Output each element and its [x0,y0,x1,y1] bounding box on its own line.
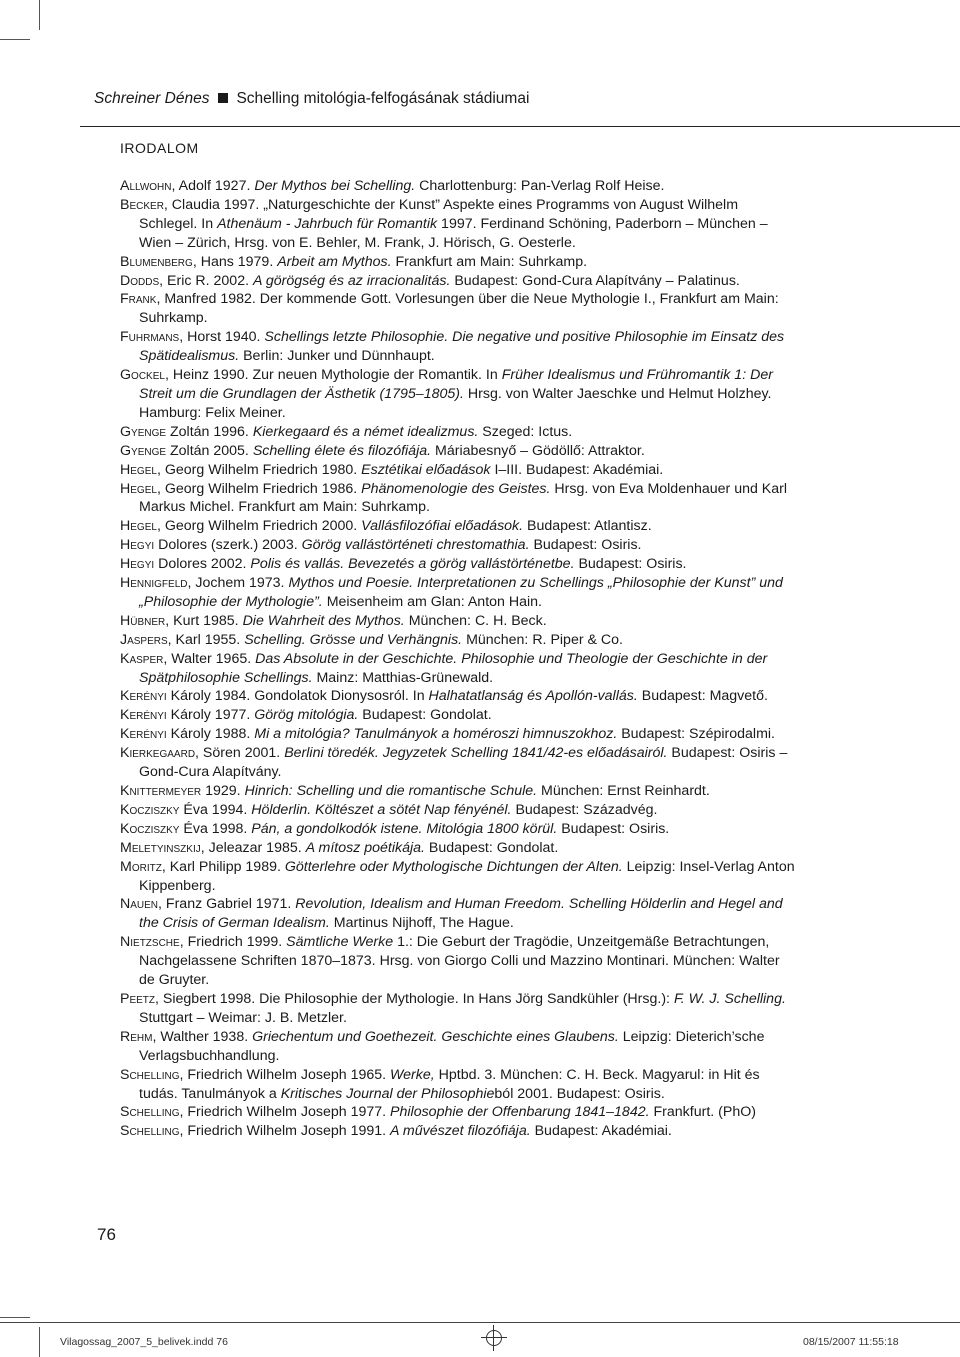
bibliography-entry [120,555,795,574]
entry-text: , Karl 1955. [167,631,245,648]
entry-text: Frankfurt. (PhO) [649,1104,756,1121]
entry-title: Halhatatlanság és Apollón-vallás. [428,688,638,705]
entry-text: Dolores 2002. [154,556,251,573]
entry-title: Götterlehre oder Mythologische Dichtungen der Alten. [284,858,623,875]
entry-text: , Walther 1938. [152,1028,253,1045]
entry-text: Budapest: Osiris. [574,556,687,573]
bibliography-entry [120,706,795,725]
entry-text: Zoltán 2005. [166,442,253,459]
bibliography-entry [120,461,795,480]
entry-text: Mainz: Matthias-Grünewald. [312,669,494,686]
entry-title: Hinrich: Schelling und die romantische Schule. [244,783,538,799]
bibliography-entry [120,290,795,328]
entry-author-surname: Hegyi [120,537,155,554]
bibliography-entry [120,631,795,650]
entry-author-surname: Dodds [120,272,160,289]
bibliography-entry [120,895,795,933]
registration-mark-icon [486,1330,502,1346]
entry-text: Károly 1984. Gondolatok Dionysosról. In [166,688,429,705]
entry-text: Charlottenburg: Pan-Verlag Rolf Heise. [415,178,665,194]
entry-author-surname: Kocziszky [120,801,180,818]
entry-text: Frankfurt am Main: Suhrkamp. [391,253,588,270]
bibliography-entry [120,328,795,366]
entry-text: , Horst 1940. [179,329,265,346]
entry-title: Werke, [390,1066,435,1083]
bibliography-entry [120,1066,795,1104]
entry-author-surname: Blumenberg [120,253,193,270]
crop-mark [39,1327,40,1357]
entry-text: , Friedrich Wilhelm Joseph 1991. [179,1123,391,1140]
bibliography-entry [120,933,795,990]
bibliography-entry [120,366,795,423]
entry-author-surname: Schelling [120,1123,180,1140]
entry-author-surname: Hegyi [120,556,155,573]
entry-author-surname: Frank [120,291,157,308]
entry-text: , Georg Wilhelm Friedrich 1986. [156,480,362,497]
entry-author-surname: Allwohn [120,178,172,194]
entry-text: , Georg Wilhelm Friedrich 1980. [156,461,362,478]
entry-text: , Friedrich Wilhelm Joseph 1977. [179,1104,391,1121]
entry-text: , Walter 1965. [163,650,256,667]
entry-author-surname: Kerényi [120,707,167,724]
entry-title: Esztétikai előadások [361,461,491,478]
bibliography-list [120,177,795,1141]
entry-text: Hrsg. von Eva Moldenhauer und Karl Markus Michel. Frankfurt am Main: Suhrkamp. [139,480,788,516]
entry-text: , Franz Gabriel 1971. [158,896,296,913]
entry-text: , Sören 2001. [195,745,285,762]
bibliography-entry [120,990,795,1028]
entry-text: Szeged: Ictus. [478,423,573,440]
entry-text: Éva 1994. [179,801,252,818]
entry-text: Károly 1977. [166,707,255,724]
entry-text: München: R. Piper & Co. [462,631,623,648]
entry-title: Sämtliche Werke [286,934,394,951]
entry-title: Revolution, Idealism and Human Freedom. Schelling Hölderlin and Hegel and the Crisis of German Idealism. [139,896,783,932]
entry-text: Budapest: Atlantisz. [523,518,652,535]
entry-text: ból 2001. Budapest: Osiris. [494,1085,665,1102]
entry-text: , Claudia 1997. „Naturgeschichte der Kunst” Aspekte eines Programms von August Wilhelm Schlegel. In [139,196,739,232]
entry-text: Budapest: Osiris. [557,820,670,837]
entry-text: , Jeleazar 1985. [200,839,306,856]
bibliography-entry [120,480,795,518]
entry-text: München: Ernst Reinhardt. [537,783,710,799]
entry-text: Zoltán 1996. [166,423,253,440]
entry-author-surname: Schelling [120,1104,180,1121]
entry-author-surname: Kerényi [120,726,167,743]
entry-title: Hölderlin. Költészet a sötét Nap fényénél. [251,801,512,818]
entry-text: Budapest: Magvető. [637,688,768,705]
entry-text: 1997. Ferdinand Schöning, Paderborn – München – Wien – Zürich, Hrsg. von E. Behler, M. Frank, J. Hörisch, G. Oesterle. [139,215,768,251]
entry-text: 1929. [201,783,245,799]
entry-title: F. W. J. Schelling. [673,990,786,1007]
entry-text: Stuttgart – Weimar: J. B. Metzler. [139,1009,347,1026]
bibliography-entry [120,1122,795,1141]
entry-text: , Jochem 1973. [187,575,289,592]
entry-author-surname: Hegel [120,461,157,478]
entry-author-surname: Hennigfeld [120,575,188,592]
bibliography-entry [120,1028,795,1066]
bibliography-entry [120,536,795,555]
entry-text: Budapest: Századvég. [511,801,658,818]
entry-author-surname: Moritz [120,858,162,875]
footer-rule [0,1322,960,1323]
entry-text: Berlin: Junker und Dünnhaupt. [239,348,435,365]
entry-title: Griechentum und Goethezeit. Geschichte eines Glaubens. [252,1028,619,1045]
entry-title: A mítosz poétikája. [305,839,425,856]
page-number: 76 [97,1225,116,1244]
crop-mark [39,0,40,30]
bibliography-entry [120,1103,795,1122]
bibliography-entry [120,820,795,839]
entry-text: , Hans 1979. [192,253,278,270]
entry-text: Éva 1998. [179,820,252,837]
bibliography-entry [120,612,795,631]
entry-text: , Eric R. 2002. [159,272,253,289]
entry-text: Budapest: Gondolat. [358,707,492,724]
entry-text: , Karl Philipp 1989. [161,858,285,875]
entry-text: , Friedrich 1999. [179,934,287,951]
entry-text: Leipzig: Dieterich’sche Verlagsbuchhandlung. [139,1028,765,1064]
running-head-author: Schreiner Dénes [94,90,210,107]
entry-text: , Siegbert 1998. Die Philosophie der Mythologie. In Hans Jörg Sandkühler (Hrsg.): [155,990,674,1007]
entry-author-surname: Fuhrmans [120,329,180,346]
entry-text: Budapest: Szépirodalmi. [617,726,775,743]
entry-title: Schellings letzte Philosophie. Die negative und positive Philosophie im Einsatz des Spätidealismus. [139,329,785,365]
entry-text: , Heinz 1990. Zur neuen Mythologie der Romantik. In [164,367,502,384]
entry-text: , Adolf 1927. [171,178,255,194]
entry-title: A művészet filozófiája. [390,1123,531,1140]
entry-title: Schelling élete és filozófiája. [252,442,432,459]
entry-text: Dolores (szerk.) 2003. [154,537,302,554]
entry-author-surname: Jaspers [120,631,168,648]
crop-mark [0,1317,30,1318]
entry-title: Phänomenologie des Geistes. [361,480,551,497]
bibliography-entry [120,272,795,291]
entry-author-surname: Hegel [120,480,157,497]
bibliography-entry [120,858,795,896]
bibliography-entry [120,196,795,253]
bibliography-entry [120,839,795,858]
entry-title: Der Mythos bei Schelling. [254,178,416,194]
bibliography-entry [120,782,795,801]
entry-text: Budapest: Gondolat. [424,839,559,856]
entry-title: Görög vallástörténeti chrestomathia. [301,537,530,554]
entry-author-surname: Kerényi [120,688,167,705]
entry-text: , Manfred 1982. Der kommende Gott. Vorlesungen über die Neue Mythologie I., Frankfurt am Main: Suhrkamp. [139,291,779,327]
entry-text: 1.: Die Geburt der Tragödie, Unzeitgemäße Betrachtungen, Nachgelassene Schriften 1870–1873. Hrsg. von Giorgo Colli und Mazzino Montinari. München: Walter de Gruyter. [139,934,780,989]
entry-title: Berlini töredék. Jegyzetek Schelling 1841/42-es előadásairól. [284,745,668,762]
entry-text: I–III. Budapest: Akadémiai. [490,461,664,478]
entry-text: Budapest: Gond-Cura Alapítvány – Palatinus. [450,272,740,289]
entry-author-surname: Hübner [120,612,166,629]
running-head-title: Schelling mitológia-felfogásának stádiumai [236,90,530,107]
entry-text: Leipzig: Insel-Verlag Anton Kippenberg. [139,858,795,894]
bibliography-entry [120,177,795,196]
entry-title: Pán, a gondolkodók istene. Mitológia 1800 körül. [251,820,558,837]
entry-text: Hrsg. von Walter Jaeschke und Helmut Holzhey. Hamburg: Felix Meiner. [139,385,772,421]
entry-author-surname: Schelling [120,1066,180,1083]
entry-title: Schelling. Grösse und Verhängnis. [244,631,463,648]
entry-text: Budapest: Osiris. [529,537,642,554]
entry-title: A görögség és az irracionalitás. [252,272,451,289]
entry-author-surname: Nauen [120,896,159,913]
bibliography-entry [120,574,795,612]
entry-author-surname: Kocziszky [120,820,180,837]
entry-author-surname: Becker [120,196,164,213]
entry-title: Polis és vallás. Bevezetés a görög vallástörténetbe. [250,556,575,573]
bibliography-entry [120,423,795,442]
entry-author-surname: Meletyinszkij [120,839,201,856]
entry-text: Martinus Nijhoff, The Hague. [329,915,514,932]
bibliography-entry [120,650,795,688]
entry-author-surname: Rehm [120,1028,153,1045]
entry-text: Budapest: Osiris – Gond-Cura Alapítvány. [139,745,788,781]
entry-title: Früher Idealismus und Frühromantik 1: Der Streit um die Grundlagen der Ästhetik (1795–1805). [139,367,773,402]
footer-filename: Vilagossag_2007_5_belivek.indd 76 [60,1336,228,1348]
entry-author-surname: Peetz [120,990,156,1007]
entry-text: Budapest: Akadémiai. [530,1123,672,1140]
entry-author-surname: Nietzsche [120,934,180,951]
bibliography-entry [120,801,795,820]
entry-title: Kierkegaard és a német idealizmus. [252,423,479,440]
running-head [94,90,529,108]
bibliography-entry [120,442,795,461]
entry-text: Károly 1988. [166,726,255,743]
bibliography-entry [120,253,795,272]
entry-author-surname: Gockel [120,367,165,384]
entry-title: Arbeit am Mythos. [277,253,392,270]
entry-text: Meisenheim am Glan: Anton Hain. [322,593,542,610]
entry-title: Das Absolute in der Geschichte. Philosophie und Theologie der Geschichte in der Spätphilosophie Schellings. [139,650,768,686]
entry-title: Görög mitológia. [254,707,359,724]
entry-title: Mi a mitológia? Tanulmányok a homéroszi himnuszokhoz. [254,726,618,743]
entry-title: Die Wahrheit des Mythos. [242,612,405,629]
section-title: IRODALOM [120,140,199,156]
footer-timestamp: 08/15/2007 11:55:18 [803,1336,899,1348]
entry-text: München: C. H. Beck. [404,612,547,629]
entry-text: Hptbd. 3. München: C. H. Beck. Magyarul: in Hit és tudás. Tanulmányok a [139,1066,760,1102]
entry-title: Athenäum - Jahrbuch für Romantik [217,215,438,232]
entry-title: Kritisches Journal der Philosophie [280,1085,495,1102]
bibliography-entry [120,517,795,536]
entry-author-surname: Kierkegaard [120,745,196,762]
square-bullet-icon [218,93,228,103]
entry-author-surname: Gyenge [120,423,167,440]
entry-text: , Kurt 1985. [165,612,243,629]
entry-author-surname: Knittermeyer [120,783,202,799]
entry-title: Philosophie der Offenbarung 1841–1842. [390,1104,650,1121]
entry-title: Vallásfilozófiai előadások. [361,518,524,535]
entry-author-surname: Hegel [120,518,157,535]
entry-author-surname: Gyenge [120,442,167,459]
bibliography-entry [120,687,795,706]
bibliography-entry [120,725,795,744]
entry-text: , Friedrich Wilhelm Joseph 1965. [179,1066,391,1083]
header-rule [80,126,960,127]
crop-mark [0,39,30,40]
entry-text: , Georg Wilhelm Friedrich 2000. [156,518,362,535]
entry-text: Máriabesnyő – Gödöllő: Attraktor. [431,442,645,459]
entry-author-surname: Kasper [120,650,164,667]
entry-title: Mythos und Poesie. Interpretationen zu Schellings „Philosophie der Kunst” und „Philosophie der Mythologie”. [139,575,783,610]
bibliography-entry [120,744,795,782]
